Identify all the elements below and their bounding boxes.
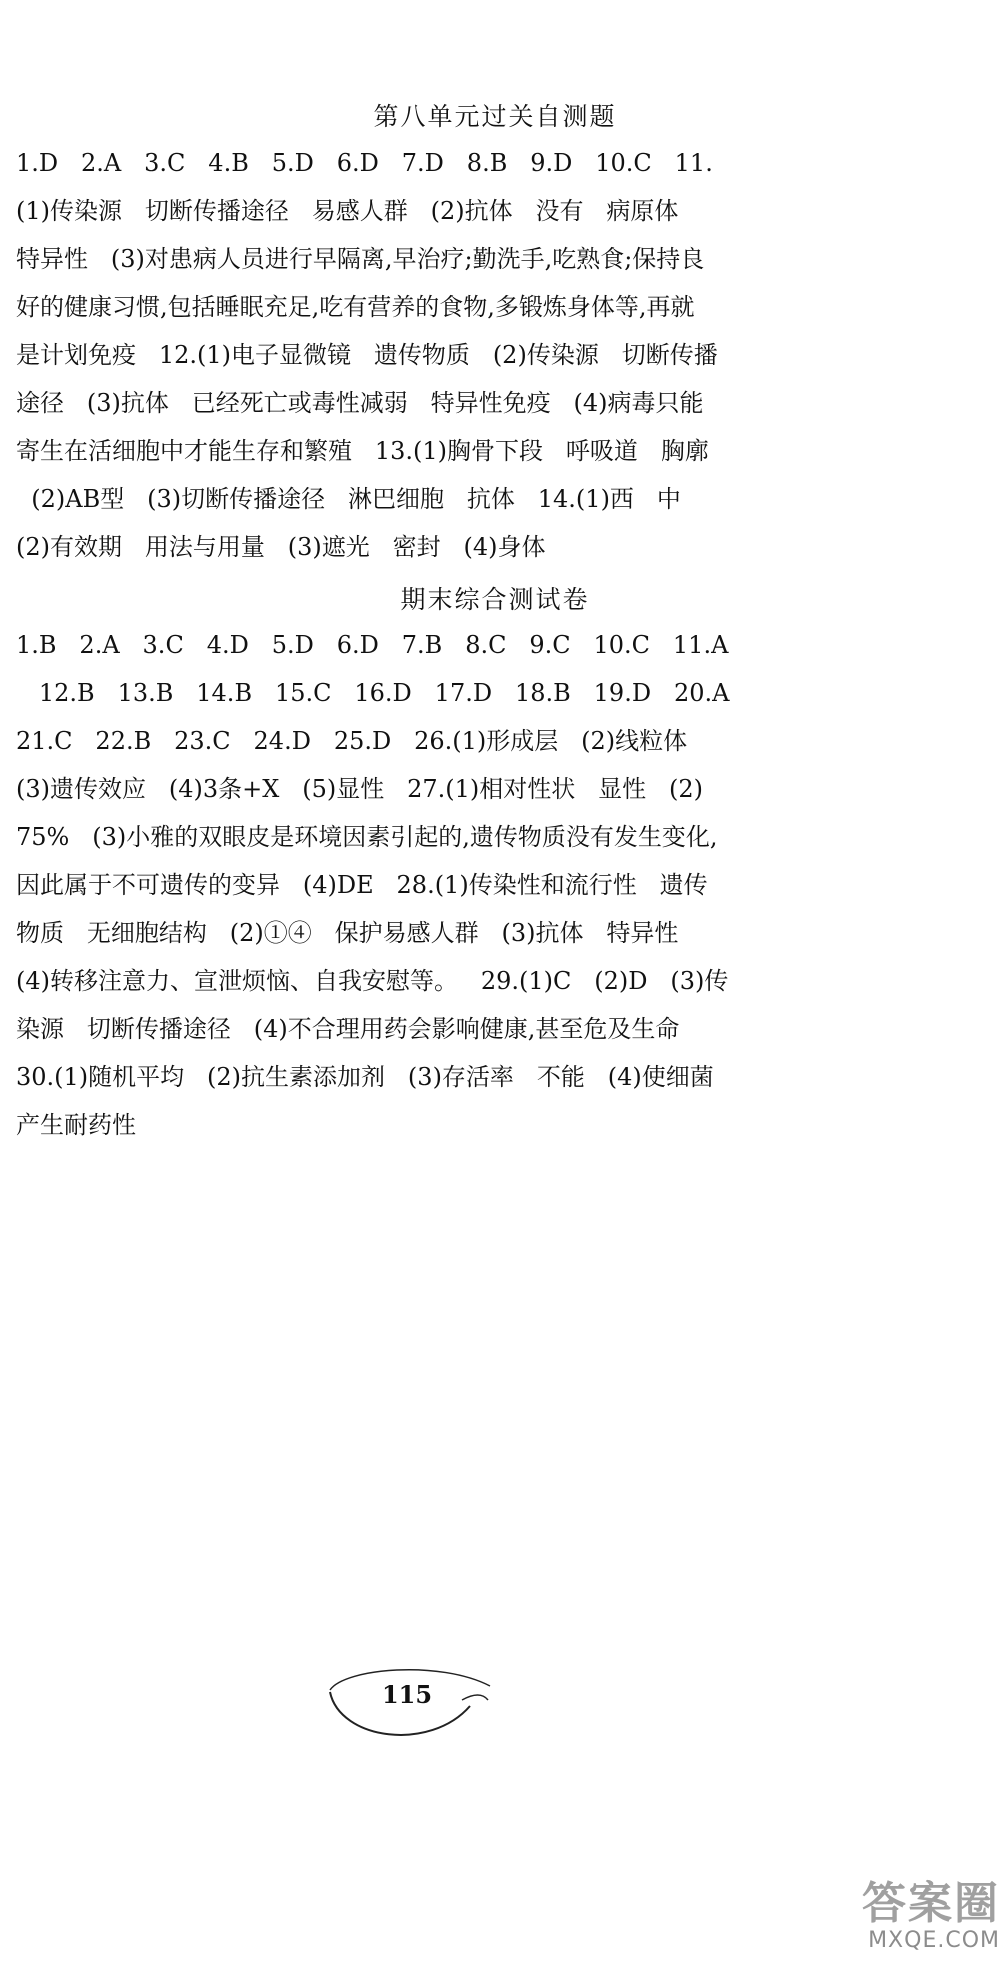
section1-line: 特异性 (3)对患病人员进行早隔离,早治疗;勤洗手,吃熟食;保持良	[16, 245, 705, 273]
section1-line: 1.D 2.A 3.C 4.B 5.D 6.D 7.D 8.B 9.D 10.C 11.	[16, 149, 713, 177]
section1-line: (2)AB型 (3)切断传播途径 淋巴细胞 抗体 14.(1)西 中	[16, 485, 681, 513]
section2-line: 物质 无细胞结构 (2)①④ 保护易感人群 (3)抗体 特异性	[16, 919, 679, 947]
watermark-url: MXQE.COM	[868, 1928, 1000, 1953]
section2-line: 75% (3)小雅的双眼皮是环境因素引起的,遗传物质没有发生变化,	[16, 823, 718, 851]
section2-line: 因此属于不可遗传的变异 (4)DE 28.(1)传染性和流行性 遗传	[16, 871, 708, 899]
section1-line: 寄生在活细胞中才能生存和繁殖 13.(1)胸骨下段 呼吸道 胸廓	[16, 437, 709, 465]
section1-line: 好的健康习惯,包括睡眠充足,吃有营养的食物,多锻炼身体等,再就	[16, 293, 695, 321]
section2-line: 1.B 2.A 3.C 4.D 5.D 6.D 7.B 8.C 9.C 10.C 11.A	[16, 631, 729, 659]
watermark-logo: 答案圈	[862, 1878, 1000, 1929]
section1-line: 是计划免疫 12.(1)电子显微镜 遗传物质 (2)传染源 切断传播	[16, 341, 718, 369]
section2-line: 产生耐药性	[16, 1111, 136, 1139]
section2-line: 染源 切断传播途径 (4)不合理用药会影响健康,甚至危及生命	[16, 1015, 680, 1043]
section1-title: 第八单元过关自测题	[373, 102, 617, 131]
section2-title: 期末综合测试卷	[400, 585, 590, 614]
section2-line: 12.B 13.B 14.B 15.C 16.D 17.D 18.B 19.D 20.A	[16, 679, 730, 707]
section2-line: 30.(1)随机平均 (2)抗生素添加剂 (3)存活率 不能 (4)使细菌	[16, 1063, 714, 1091]
section1-line: 途径 (3)抗体 已经死亡或毒性减弱 特异性免疫 (4)病毒只能	[16, 389, 704, 417]
section1-line: (1)传染源 切断传播途径 易感人群 (2)抗体 没有 病原体	[16, 197, 679, 225]
section2-line: (3)遗传效应 (4)3条+X (5)显性 27.(1)相对性状 显性 (2)	[16, 775, 704, 803]
page-number: 115	[381, 1680, 433, 1709]
section1-line: (2)有效期 用法与用量 (3)遮光 密封 (4)身体	[16, 533, 546, 561]
site-watermark	[835, 1880, 1000, 1960]
section2-line: 21.C 22.B 23.C 24.D 25.D 26.(1)形成层 (2)线粒体	[16, 727, 688, 755]
section2-line: (4)转移注意力、宣泄烦恼、自我安慰等。 29.(1)C (2)D (3)传	[16, 967, 729, 995]
